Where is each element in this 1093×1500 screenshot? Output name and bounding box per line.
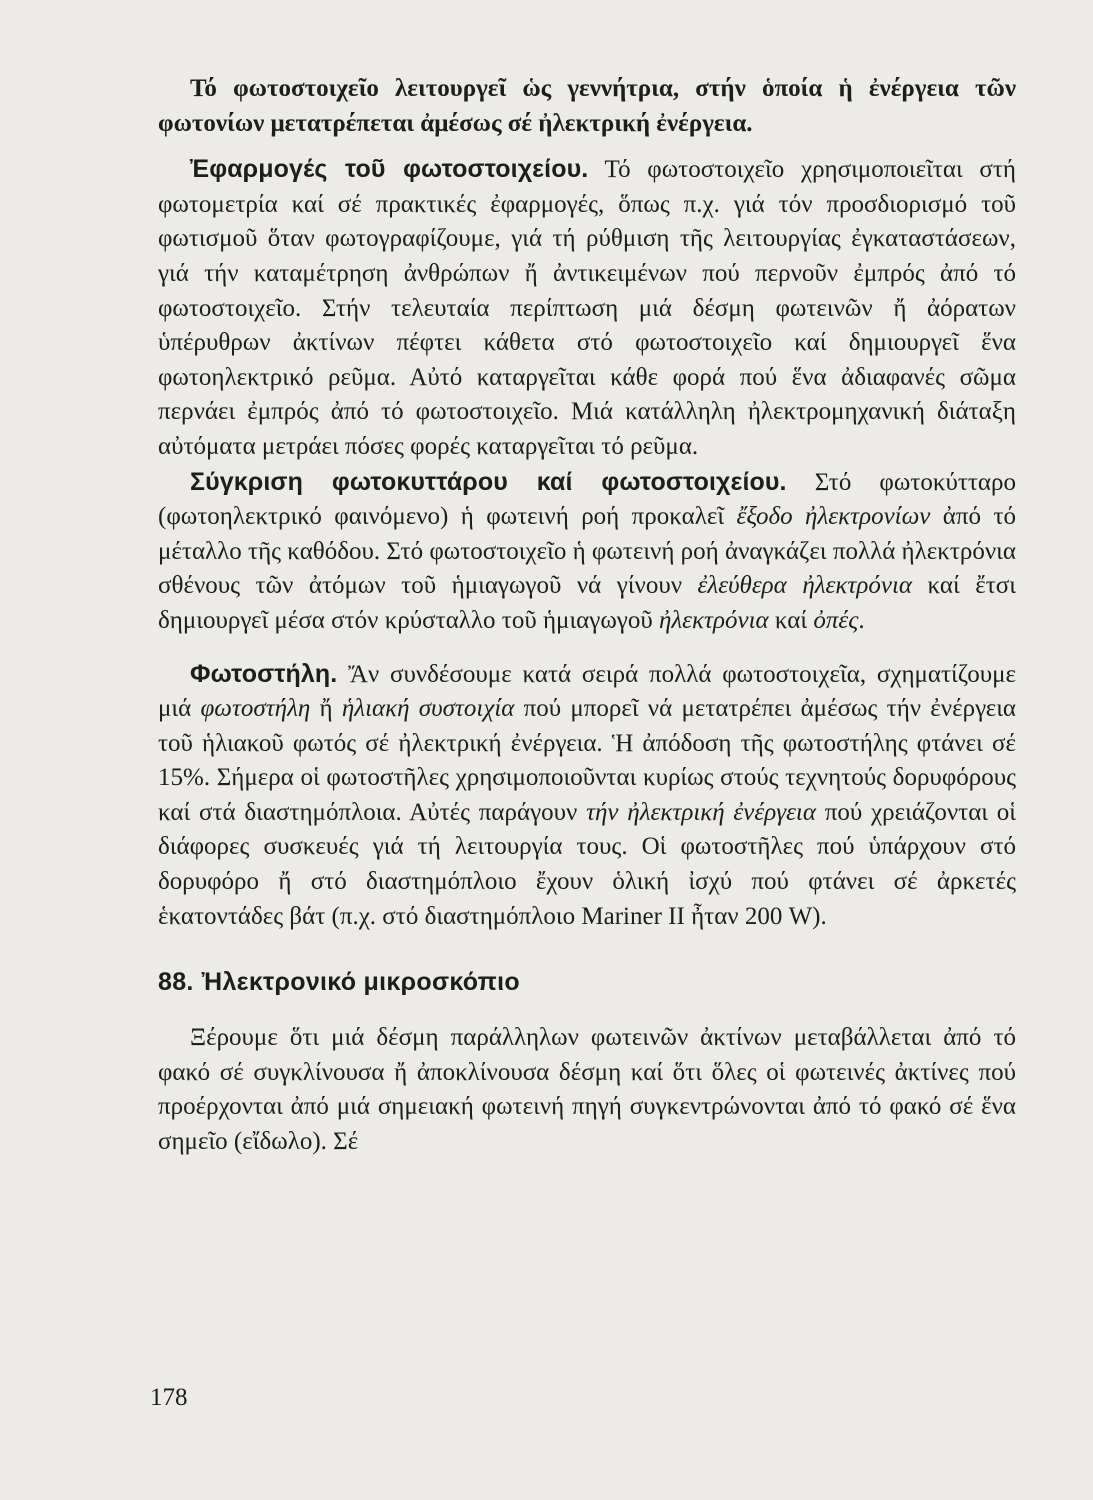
comparison-text: Στό φωτοκύτταρο (φωτοηλεκτρικό φαινόμενο) ἡ φωτεινή ροή προκαλεῖ xyxy=(158,468,1017,531)
solar-heading: Φωτοστήλη. xyxy=(190,659,338,688)
thesis-paragraph: Τό φωτοστοιχεῖο λειτουργεῖ ὡς γεννήτρια, στήν ὁποία ἡ ἐνέργεια τῶν φωτονίων μετατρέπεται ἀμέσως σέ ἠλεκτρική ἐνέργεια. xyxy=(158,75,1016,137)
section-number: 88. xyxy=(158,968,194,997)
emphasis: ἡλιακή συστοιχία xyxy=(341,695,515,723)
applications-text: Τό φωτοστοιχεῖο χρησιμοποιεῖται στή φωτομετρία καί σέ πρακτικές ἐφαρμογές, ὅπως π.χ. γιά τόν προσδιορισμό τοῦ φωτισμοῦ ὅταν φωτογραφίζουμε, γιά τή ρύθμιση τῆς λειτουργίας ἐγκαταστάσεων, γιά τήν καταμέτρηση ἀνθρώπων ἤ ἀντικειμένων πού περνοῦν ἐμπρός ἀπό τό φωτοστοιχεῖο. Στήν τελευταία περίπτωση μιά δέσμη φωτεινῶν ἤ ἀόρατων ὑπέρυθρων ἀκτίνων πέφτει κάθετα στό φωτοστοιχεῖο καί δημιουργεῖ ἕνα φωτοηλεκτρικό ρεῦμα. Αὐτό καταργεῖται κάθε φορά πού ἕνα ἀδιαφανές σῶμα περνάει ἐμπρός ἀπό τό φωτοστοιχεῖο. Μιά κατάλληλη ἠλεκτρομηχανική διάταξη αὐτόματα μετράει πόσες φορές καταργεῖται τό ρεῦμα. xyxy=(158,156,1016,460)
emphasis: ἐλεύθερα ἠλεκτρόνια xyxy=(697,572,913,600)
comparison-text: ἀπό τό μέταλλο τῆς καθόδου. Στό φωτοστοιχεῖο ἡ φωτεινή ροή ἀναγκάζει πολλά ἠλεκτρόνια σθένους τῶν ἀτόμων τοῦ ἡμιαγωγοῦ νά γίνουν xyxy=(158,503,1016,600)
applications-paragraph xyxy=(158,152,1016,464)
emphasis: ἔξοδο ἠλεκτρονίων xyxy=(736,503,931,531)
emphasis: φωτοστήλη xyxy=(200,695,311,723)
comparison-text: καί ἔτσι δημιουργεῖ μέσα στόν κρύσταλλο τοῦ ἡμιαγωγοῦ xyxy=(158,572,1016,634)
emphasis: ὀπές xyxy=(813,606,859,634)
comparison-text: . xyxy=(858,606,865,634)
solar-text: Ἄν συνδέσουμε κατά σειρά πολλά φωτοστοιχεῖα, σχηματίζουμε μιά xyxy=(158,660,1016,723)
solar-paragraph xyxy=(158,657,1016,935)
emphasis: τήν ἠλεκτρική ἐνέργεια xyxy=(586,798,816,826)
comparison-text: καί xyxy=(768,606,814,634)
applications-heading: Ἐφαρμογές τοῦ φωτοστοιχείου. xyxy=(190,155,589,184)
intro-paragraph: Ξέρουμε ὅτι μιά δέσμη παράλληλων φωτεινῶν ἀκτίνων μεταβάλλεται ἀπό τό φακό σέ συγκλίνουσα ἤ ἀποκλίνουσα δέσμη καί ὅτι ὅλες οἱ φωτεινές ἀκτίνες πού προέρχονται ἀπό μιά σημειακή φωτεινή πηγή συγκεντρώνονται ἀπό τό φακό σέ ἕνα σημεῖο (εἴδωλο). Σέ xyxy=(158,1024,1016,1156)
section-heading xyxy=(158,968,1016,997)
solar-text: πού χρειάζονται οἱ διάφορες συσκευές γιά τή λειτουργία τους. Οἱ φωτοστῆλες πού ὑπάρχουν στό δορυφόρο ἤ στό διαστημόπλοιο ἔχουν ὁλική ἰσχύ πού φτάνει σέ ἀρκετές ἑκατοντάδες βάτ (π.χ. στό διαστημόπλοιο Mariner II ἦταν 200 W). xyxy=(158,798,1017,930)
solar-text: πού μπορεῖ νά μετατρέπει ἀμέσως τήν ἐνέργεια τοῦ ἡλιακοῦ φωτός σέ ἠλεκτρική ἐνέργεια. Ἡ ἀπόδοση τῆς φωτοστήλης φτάνει σέ 15%. Σήμερα οἱ φωτοστῆλες χρησιμοποιοῦνται κυρίως στούς τεχνητούς δορυφόρους καί στά διαστημόπλοια. Αὐτές παράγουν xyxy=(158,695,1017,826)
comparison-paragraph xyxy=(158,465,1016,639)
page-body xyxy=(158,72,1016,1160)
page-number: 178 xyxy=(150,1384,188,1411)
comparison-heading: Σύγκριση φωτοκυττάρου καί φωτοστοιχείου. xyxy=(190,467,787,496)
solar-text: ἤ xyxy=(310,695,342,723)
section-title: Ἠλεκτρονικό μικροσκόπιο xyxy=(201,968,520,997)
emphasis: ἠλεκτρόνια xyxy=(658,606,769,634)
